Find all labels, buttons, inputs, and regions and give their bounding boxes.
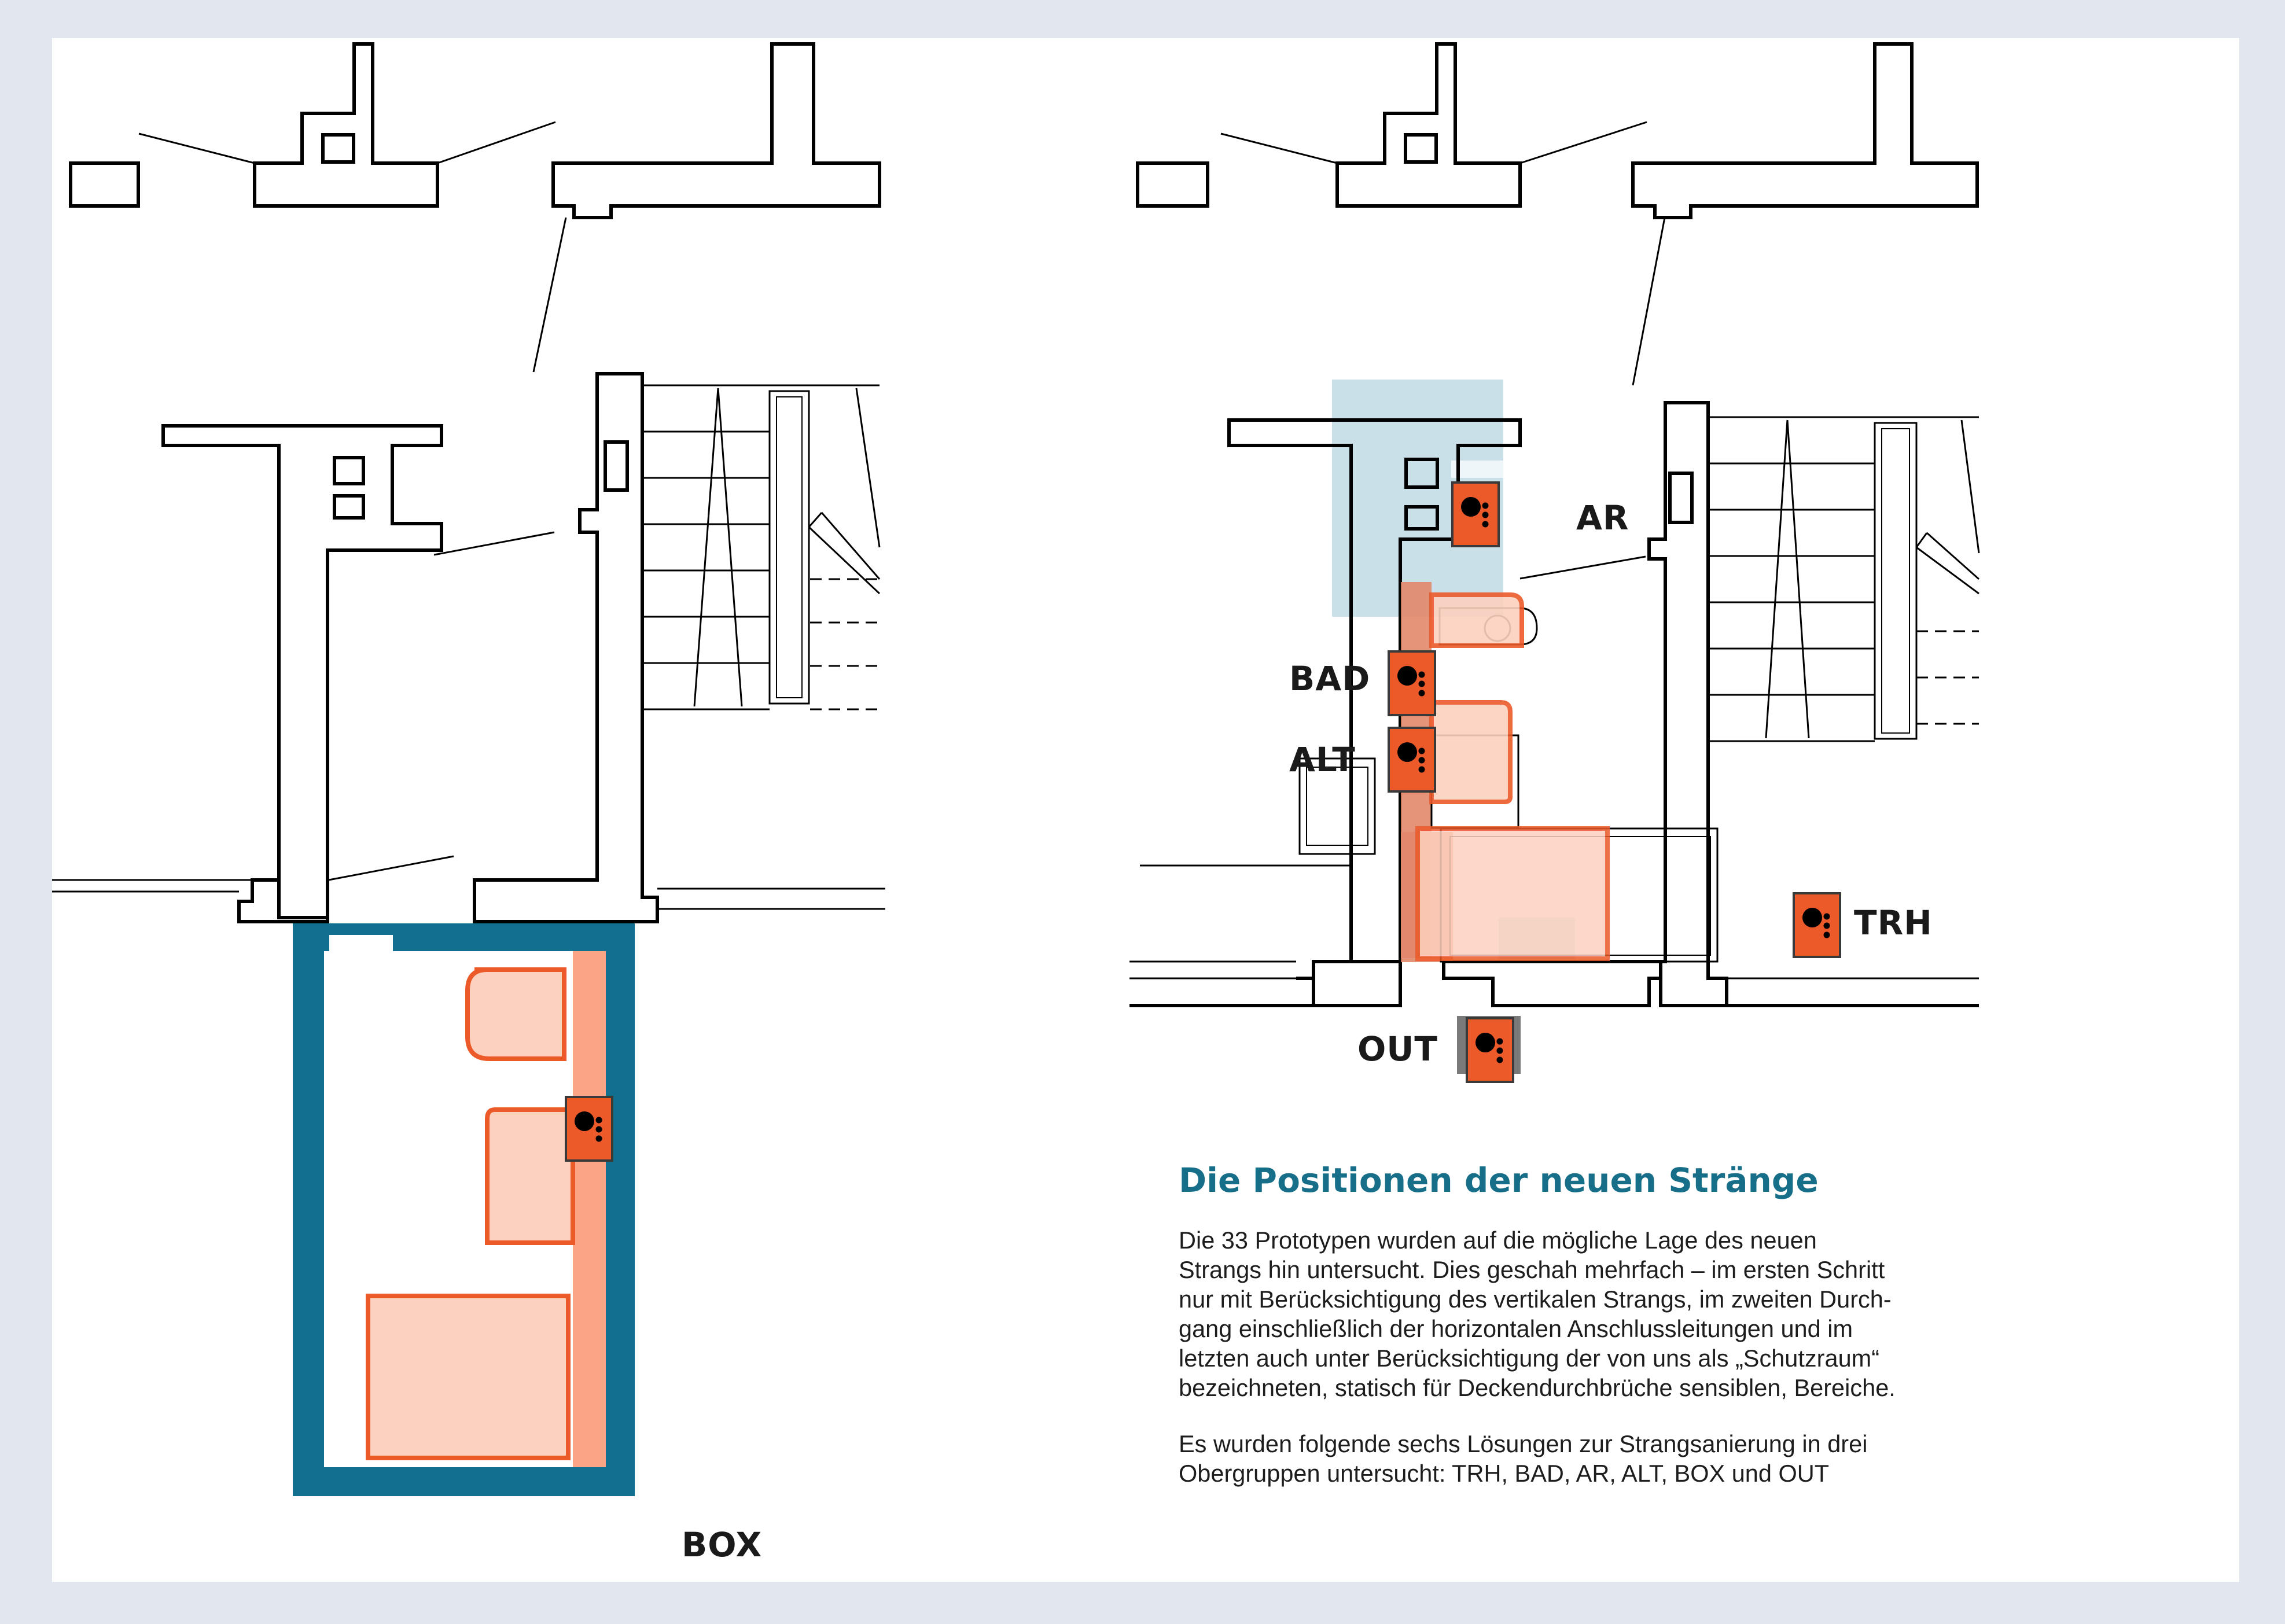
left-plan bbox=[52, 44, 885, 922]
toilet-unit bbox=[1432, 595, 1522, 646]
paragraph-line: nur mit Berücksichtigung des vertikalen Strangs, im zweiten Durch- bbox=[1179, 1286, 1892, 1313]
paragraph-line: Es wurden folgende sechs Lösungen zur Strangsanierung in drei bbox=[1179, 1430, 1868, 1457]
wall-block bbox=[1138, 163, 1208, 206]
label-trh: TRH bbox=[1854, 903, 1933, 942]
bathtub-unit bbox=[1418, 828, 1607, 959]
bathtub-unit bbox=[368, 1296, 568, 1458]
label-bad: BAD bbox=[1289, 659, 1371, 698]
paragraph-line: Die 33 Prototypen wurden auf die mögliche Lage des neuen bbox=[1179, 1227, 1817, 1254]
shaft-opening bbox=[1405, 135, 1436, 162]
washbasin-unit bbox=[487, 1110, 573, 1243]
paragraph-line: gang einschließlich der horizontalen Anschlussleitungen und im bbox=[1179, 1315, 1853, 1342]
wall-segment bbox=[1649, 403, 1727, 1006]
strang-symbol-box bbox=[566, 1097, 612, 1161]
label-box: BOX bbox=[682, 1525, 763, 1564]
paragraph-line: bezeichneten, statisch für Deckendurchbrüche sensiblen, Bereiche. bbox=[1179, 1374, 1896, 1401]
article-paragraph-1 bbox=[1179, 1225, 2104, 1402]
out-frame bbox=[1457, 1016, 1521, 1082]
wall-segment bbox=[239, 880, 328, 922]
wall-segment bbox=[255, 44, 437, 206]
bad-variant bbox=[1389, 582, 1717, 962]
wall-segment bbox=[1633, 44, 1977, 218]
paragraph-line: Strangs hin untersucht. Dies geschah mehrfach – im ersten Schritt bbox=[1179, 1256, 1885, 1283]
wall-segment bbox=[1337, 44, 1520, 206]
wall-segment bbox=[163, 426, 441, 918]
shaft-opening bbox=[1670, 473, 1692, 522]
wall-segment bbox=[1444, 962, 1661, 1006]
box-shaft bbox=[293, 923, 635, 1496]
wall-block bbox=[71, 163, 138, 206]
article-paragraph-2 bbox=[1179, 1429, 2104, 1488]
toilet-unit bbox=[468, 970, 564, 1059]
wall-segment bbox=[553, 44, 880, 218]
washbasin-unit bbox=[1432, 702, 1510, 802]
shaft-opening bbox=[605, 442, 627, 490]
label-alt: ALT bbox=[1289, 740, 1356, 779]
article-heading: Die Positionen der neuen Stränge bbox=[1179, 1161, 1819, 1200]
paragraph-line: letzten auch unter Berücksichtigung der von uns als „Schutzraum“ bbox=[1179, 1345, 1880, 1372]
box-strang-strip bbox=[573, 951, 606, 1467]
shaft-opening bbox=[334, 458, 363, 484]
label-out: OUT bbox=[1357, 1029, 1438, 1069]
wall-segment bbox=[474, 374, 657, 922]
strang-symbol-alt bbox=[1389, 728, 1435, 791]
page-sheet bbox=[52, 38, 2239, 1582]
paragraph-line: Obergruppen untersucht: TRH, BAD, AR, ALT, BOX und OUT bbox=[1179, 1460, 1830, 1487]
label-ar: AR bbox=[1576, 498, 1629, 537]
shaft-opening bbox=[323, 135, 354, 162]
wall-segment bbox=[1313, 962, 1400, 1006]
strang-symbol-ar bbox=[1452, 483, 1499, 546]
strang-symbol-bad bbox=[1389, 651, 1435, 715]
shaft-opening bbox=[334, 496, 363, 518]
strang-symbol-trh bbox=[1794, 893, 1840, 957]
